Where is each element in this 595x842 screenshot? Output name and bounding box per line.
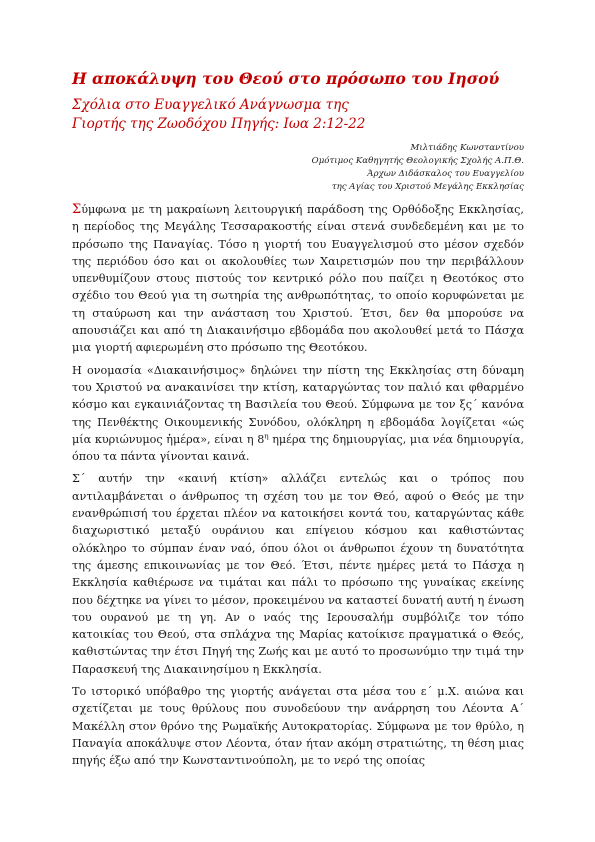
paragraph-3: Σ΄ αυτήν την «καινή κτίση» αλλάζει εντελώς και ο τρόπος που αντιλαμβάνεται ο άνθρωπος τη σχέση του με τον Θεό, αφού ο Θεός με την ενανθρώπισή του έρχεται πλέον να κατοικήσει κοντά του, καταργώντας κάθε διαχωριστικό μεταξύ ουράνιου και επίγειου κόσμου και καθιστώντας ολόκληρο το σύμπαν έναν ναό, όπου όλοι οι άνθρωποι έχουν τη δυνατότητα της άμεσης επικοινωνίας με τον Θεό. Έτσι, πέντε ημέρες μετά το Πάσχα η Εκκλησία καθιέρωσε να τιμάται και πάλι το πρόσωπο της γυναίκας εκείνης που δέχτηκε να γίνει το μέσον, προκειμένου να καταστεί δυνατή αυτή η ένωση του ουρανού με τη γη. Αν ο ναός της Ιερουσαλήμ συμβόλιζε τον τόπο κατοικίας του Θεού, στα σπλάχνα της Μαρίας κατοίκισε πραγματικά ο Θεός, καθιστώντας την έτσι Πηγή της Ζωής και με αυτό το προσωνύμιο την τιμά την Παρασκευή της Διακαινησίμου η Εκκλησία. <box>72 472 524 676</box>
author-block <box>72 142 524 194</box>
paragraph-1-text: ύμφωνα με τη μακραίωνη λειτουργική παράδοση της Ορθόδοξης Εκκλησίας, η περίοδος της Μεγάλης Τεσσαρακοστής είναι στενά συνδεδεμένη και με το πρόσωπο της Παναγίας. Τόσο η γιορτή του Ευαγγελισμού στο μέσον σχεδόν της περιόδου όσο και οι ακολουθίες των Χαιρετισμών που την περιβάλλουν υπενθυμίζουν στους πιστούς τον κεντρικό ρόλο που παίζει η Θεοτόκος στο σχέδιο του Θεού για τη σωτηρία της ανθρωπότητας, το οποίο κορυφώνεται με τη σταύρωση και την ανάσταση του Χριστού. Έτσι, δεν θα μπορούσε να απουσιάζει και από τη Διακαινήσιμο εβδομάδα που ακολουθεί μετά το Πάσχα μια γιορτή αφιερωμένη στο πρόσωπο της Θεοτόκου. <box>72 203 524 355</box>
document-subtitle <box>72 96 524 134</box>
ordinal-superscript: η <box>264 432 269 441</box>
paragraph-2-text-a: Η ονομασία «Διακαινήσιμος» δηλώνει την πίστη της Εκκλησίας στη δύναμη του Χριστού να ανακαινίσει την κτίση, καταργώντας τον παλιό και φθαρμένο κόσμο και εγκαινιάζοντας τη Βασιλεία του Θεού. Σύμφωνα με τον ξς΄ κανόνα της Πενθέκτης Οικουμενικής Συνόδου, ολόκληρη η εβδομάδα λογίζεται «ώς μία κυριώνυμος ἡμέρα», είναι η 8 <box>72 363 524 446</box>
author-role-2: Άρχων Διδάσκαλος του Ευαγγελίου <box>367 169 524 179</box>
document-page <box>72 68 524 775</box>
document-title: Η αποκάλυψη του Θεού στο πρόσωπο του Ιησού <box>72 69 500 88</box>
subtitle-line-2: Γιορτής της Ζωοδόχου Πηγής: Ιωα 2:12-22 <box>72 116 366 132</box>
paragraph-1 <box>72 201 524 357</box>
paragraph-4: Το ιστορικό υπόβαθρο της γιορτής ανάγεται στα μέσα του ε΄ μ.Χ. αιώνα και σχετίζεται με τους θρύλους που συνοδεύουν την ανάρρηση του Λέοντα Α΄ Μακέλλη στον θρόνο της Ρωμαϊκής Αυτοκρατορίας. Σύμφωνα με τον θρύλο, η Παναγία αποκάλυψε στον Λέοντα, όταν ήταν ακόμη στρατιώτης, τη θέση μιας πηγής έξω από την Κωνσταντινούπολη, με το νερό της οποίας <box>72 685 524 768</box>
author-role-1: Ομότιμος Καθηγητής Θεολογικής Σχολής Α.Π.Θ. <box>311 156 524 166</box>
subtitle-line-1: Σχόλια στο Ευαγγελικό Ανάγνωσμα της <box>72 97 349 113</box>
drop-cap: Σ <box>72 202 82 217</box>
paragraph-2-text-b: ημέρα της δημιουργίας, μια νέα δημιουργία, όπου τα πάντα γίνονται καινά. <box>72 432 525 464</box>
paragraph-2 <box>72 362 524 466</box>
author-role-3: της Αγίας του Χριστού Μεγάλης Εκκλησίας <box>331 182 524 192</box>
author-name: Μιλτιάδης Κωνσταντίνου <box>410 143 524 153</box>
